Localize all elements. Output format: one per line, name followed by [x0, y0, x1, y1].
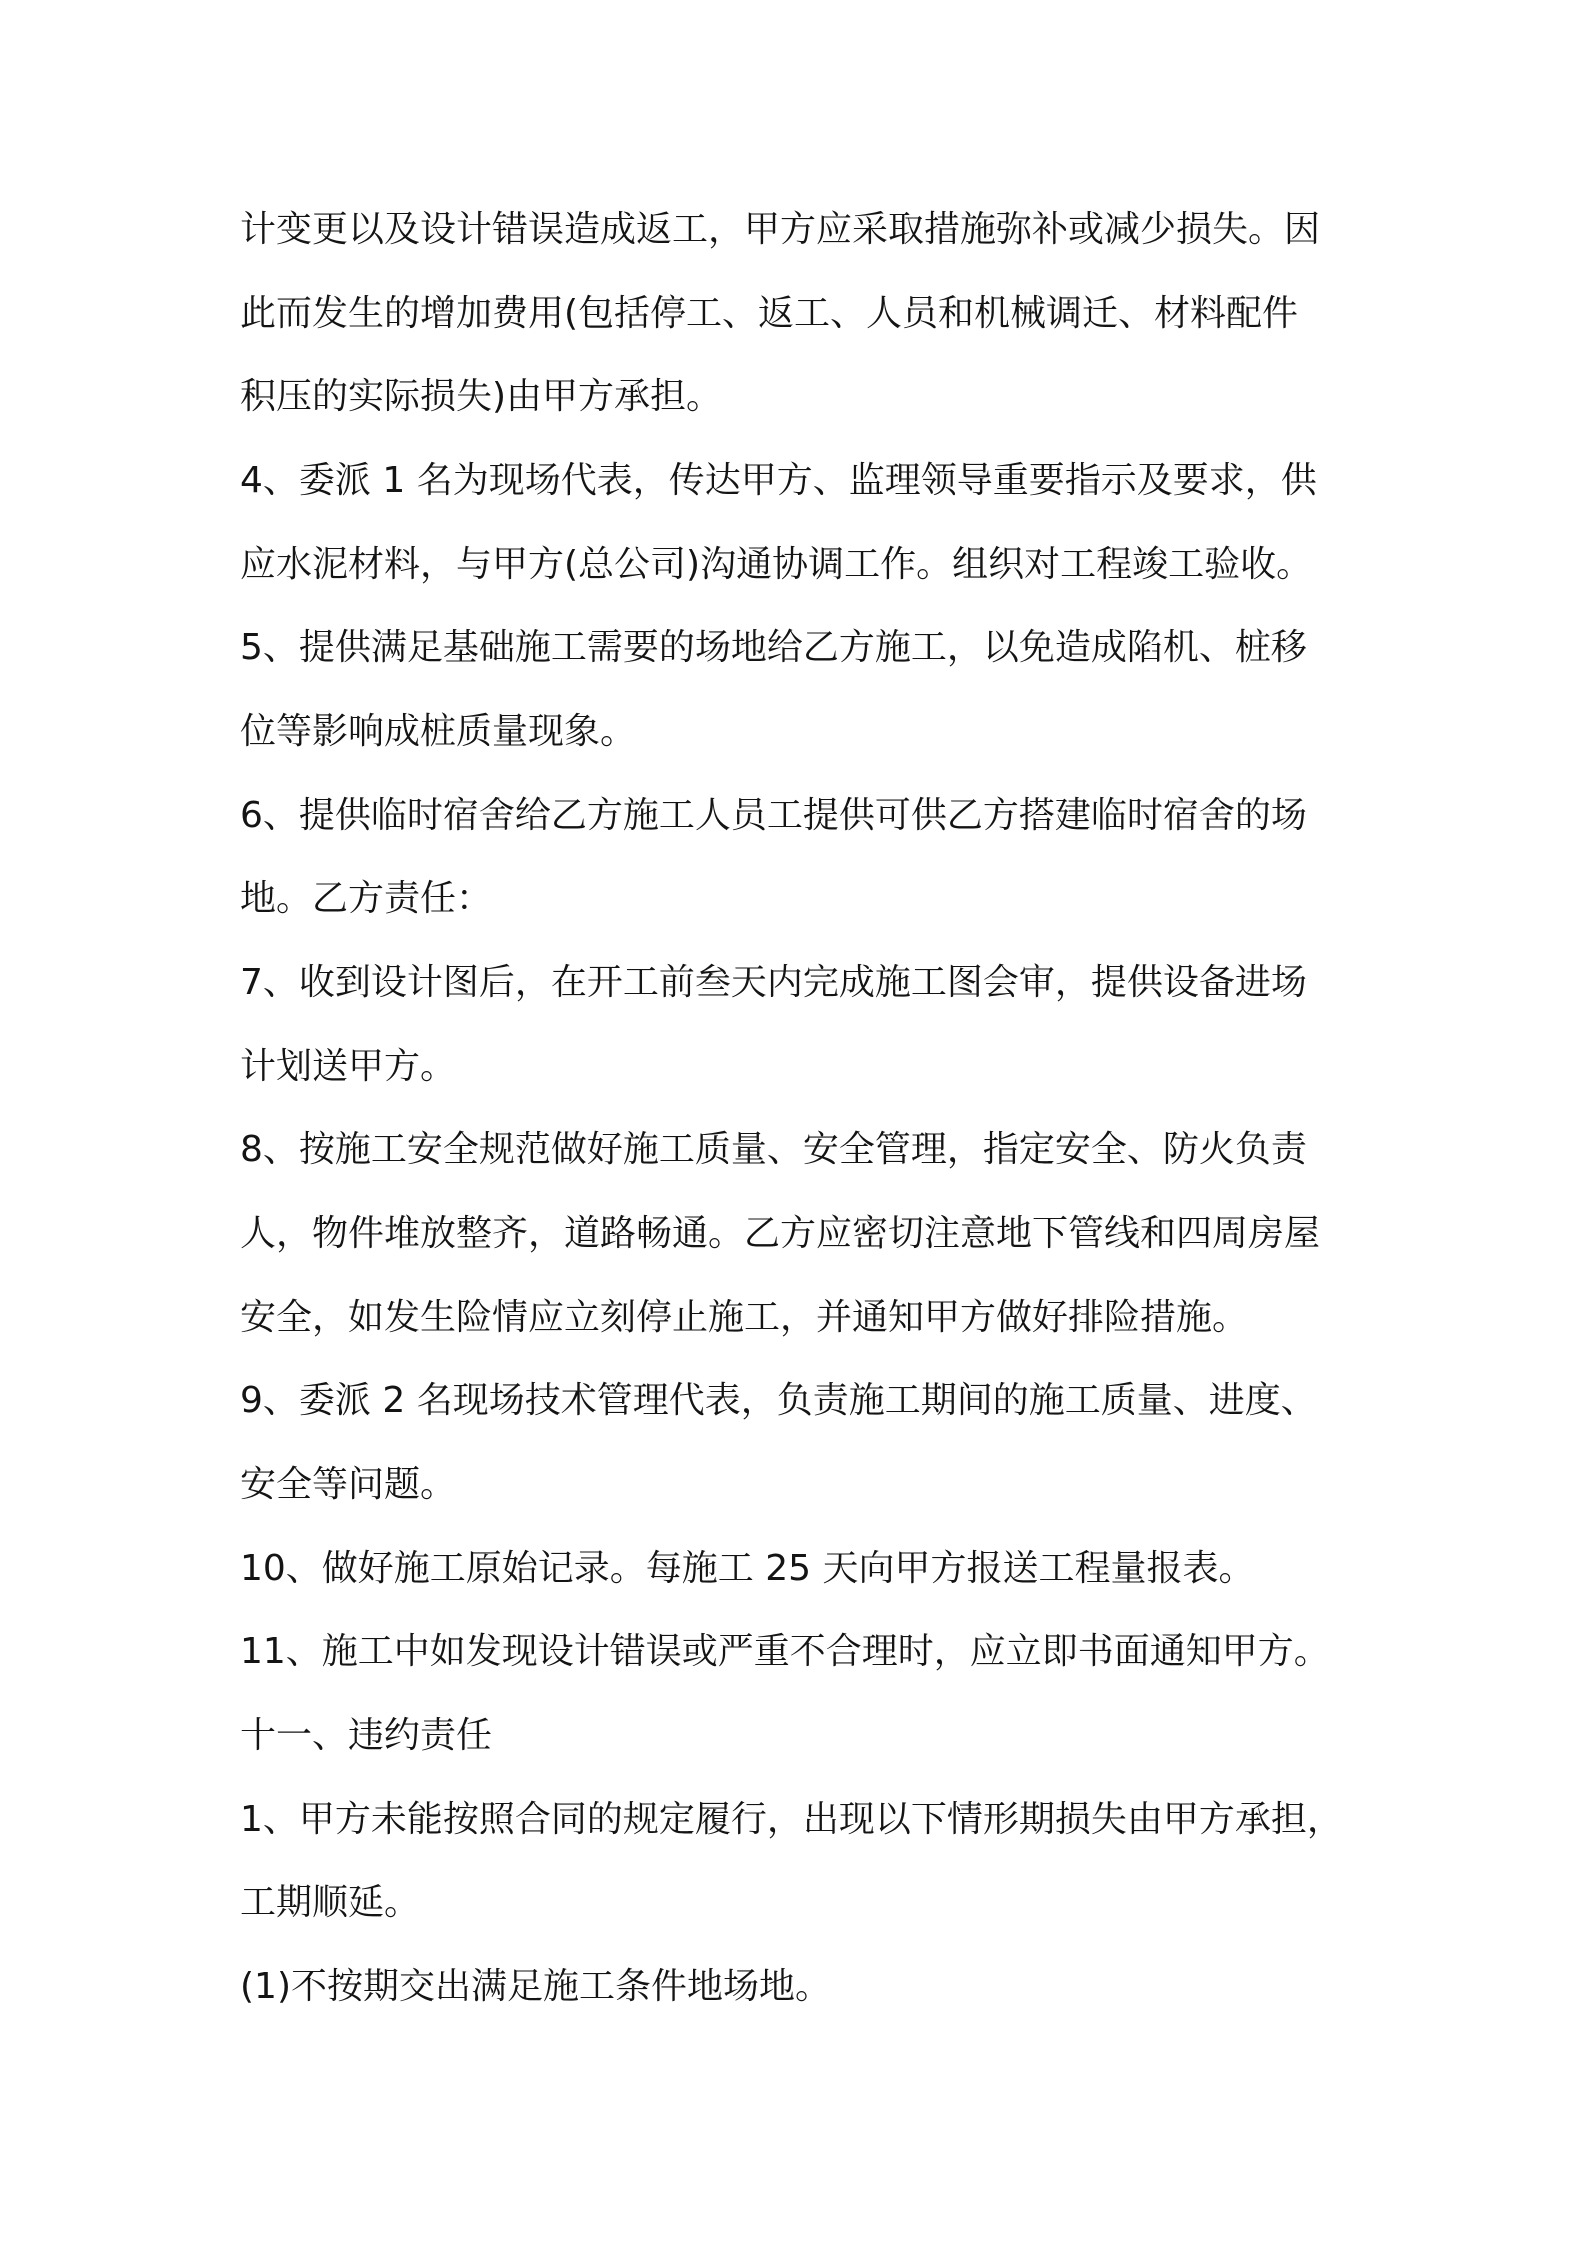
text-line: 11、施工中如发现设计错误或严重不合理时，应立即书面通知甲方。 [240, 1631, 1330, 1672]
text-line: 积压的实际损失)由甲方承担。 [240, 376, 723, 417]
text-line: 此而发生的增加费用(包括停工、返工、人员和机械调迁、材料配件 [240, 293, 1299, 334]
text-line: 应水泥材料，与甲方(总公司)沟通协调工作。组织对工程竣工验收。 [240, 544, 1313, 585]
text-line: 5、提供满足基础施工需要的场地给乙方施工，以免造成陷机、桩移 [240, 627, 1307, 668]
text-line: 4、委派 1 名为现场代表，传达甲方、监理领导重要指示及要求，供 [240, 460, 1317, 501]
text-line: 计变更以及设计错误造成返工，甲方应采取措施弥补或减少损失。因 [240, 209, 1321, 250]
text-line: (1)不按期交出满足施工条件地场地。 [240, 1966, 831, 2007]
text-line: 1、甲方未能按照合同的规定履行，出现以下情形期损失由甲方承担， [240, 1799, 1343, 1840]
text-line: 6、提供临时宿舍给乙方施工人员工提供可供乙方搭建临时宿舍的场 [240, 795, 1307, 836]
text-line: 安全等问题。 [240, 1464, 457, 1505]
text-line: 人，物件堆放整齐，道路畅通。乙方应密切注意地下管线和四周房屋 [240, 1213, 1321, 1254]
text-line: 10、做好施工原始记录。每施工 25 天向甲方报送工程量报表。 [240, 1548, 1255, 1589]
text-line: 9、委派 2 名现场技术管理代表，负责施工期间的施工质量、进度、 [240, 1380, 1317, 1421]
text-line: 安全，如发生险情应立刻停止施工，并通知甲方做好排险措施。 [240, 1297, 1249, 1338]
section-heading: 十一、违约责任 [240, 1715, 493, 1756]
text-line: 计划送甲方。 [240, 1046, 457, 1087]
text-line: 7、收到设计图后，在开工前叁天内完成施工图会审，提供设备进场 [240, 962, 1307, 1003]
text-line: 8、按施工安全规范做好施工质量、安全管理，指定安全、防火负责 [240, 1129, 1307, 1170]
text-line: 工期顺延。 [240, 1882, 421, 1923]
text-line: 位等影响成桩质量现象。 [240, 711, 637, 752]
text-line: 地。乙方责任： [240, 878, 493, 919]
